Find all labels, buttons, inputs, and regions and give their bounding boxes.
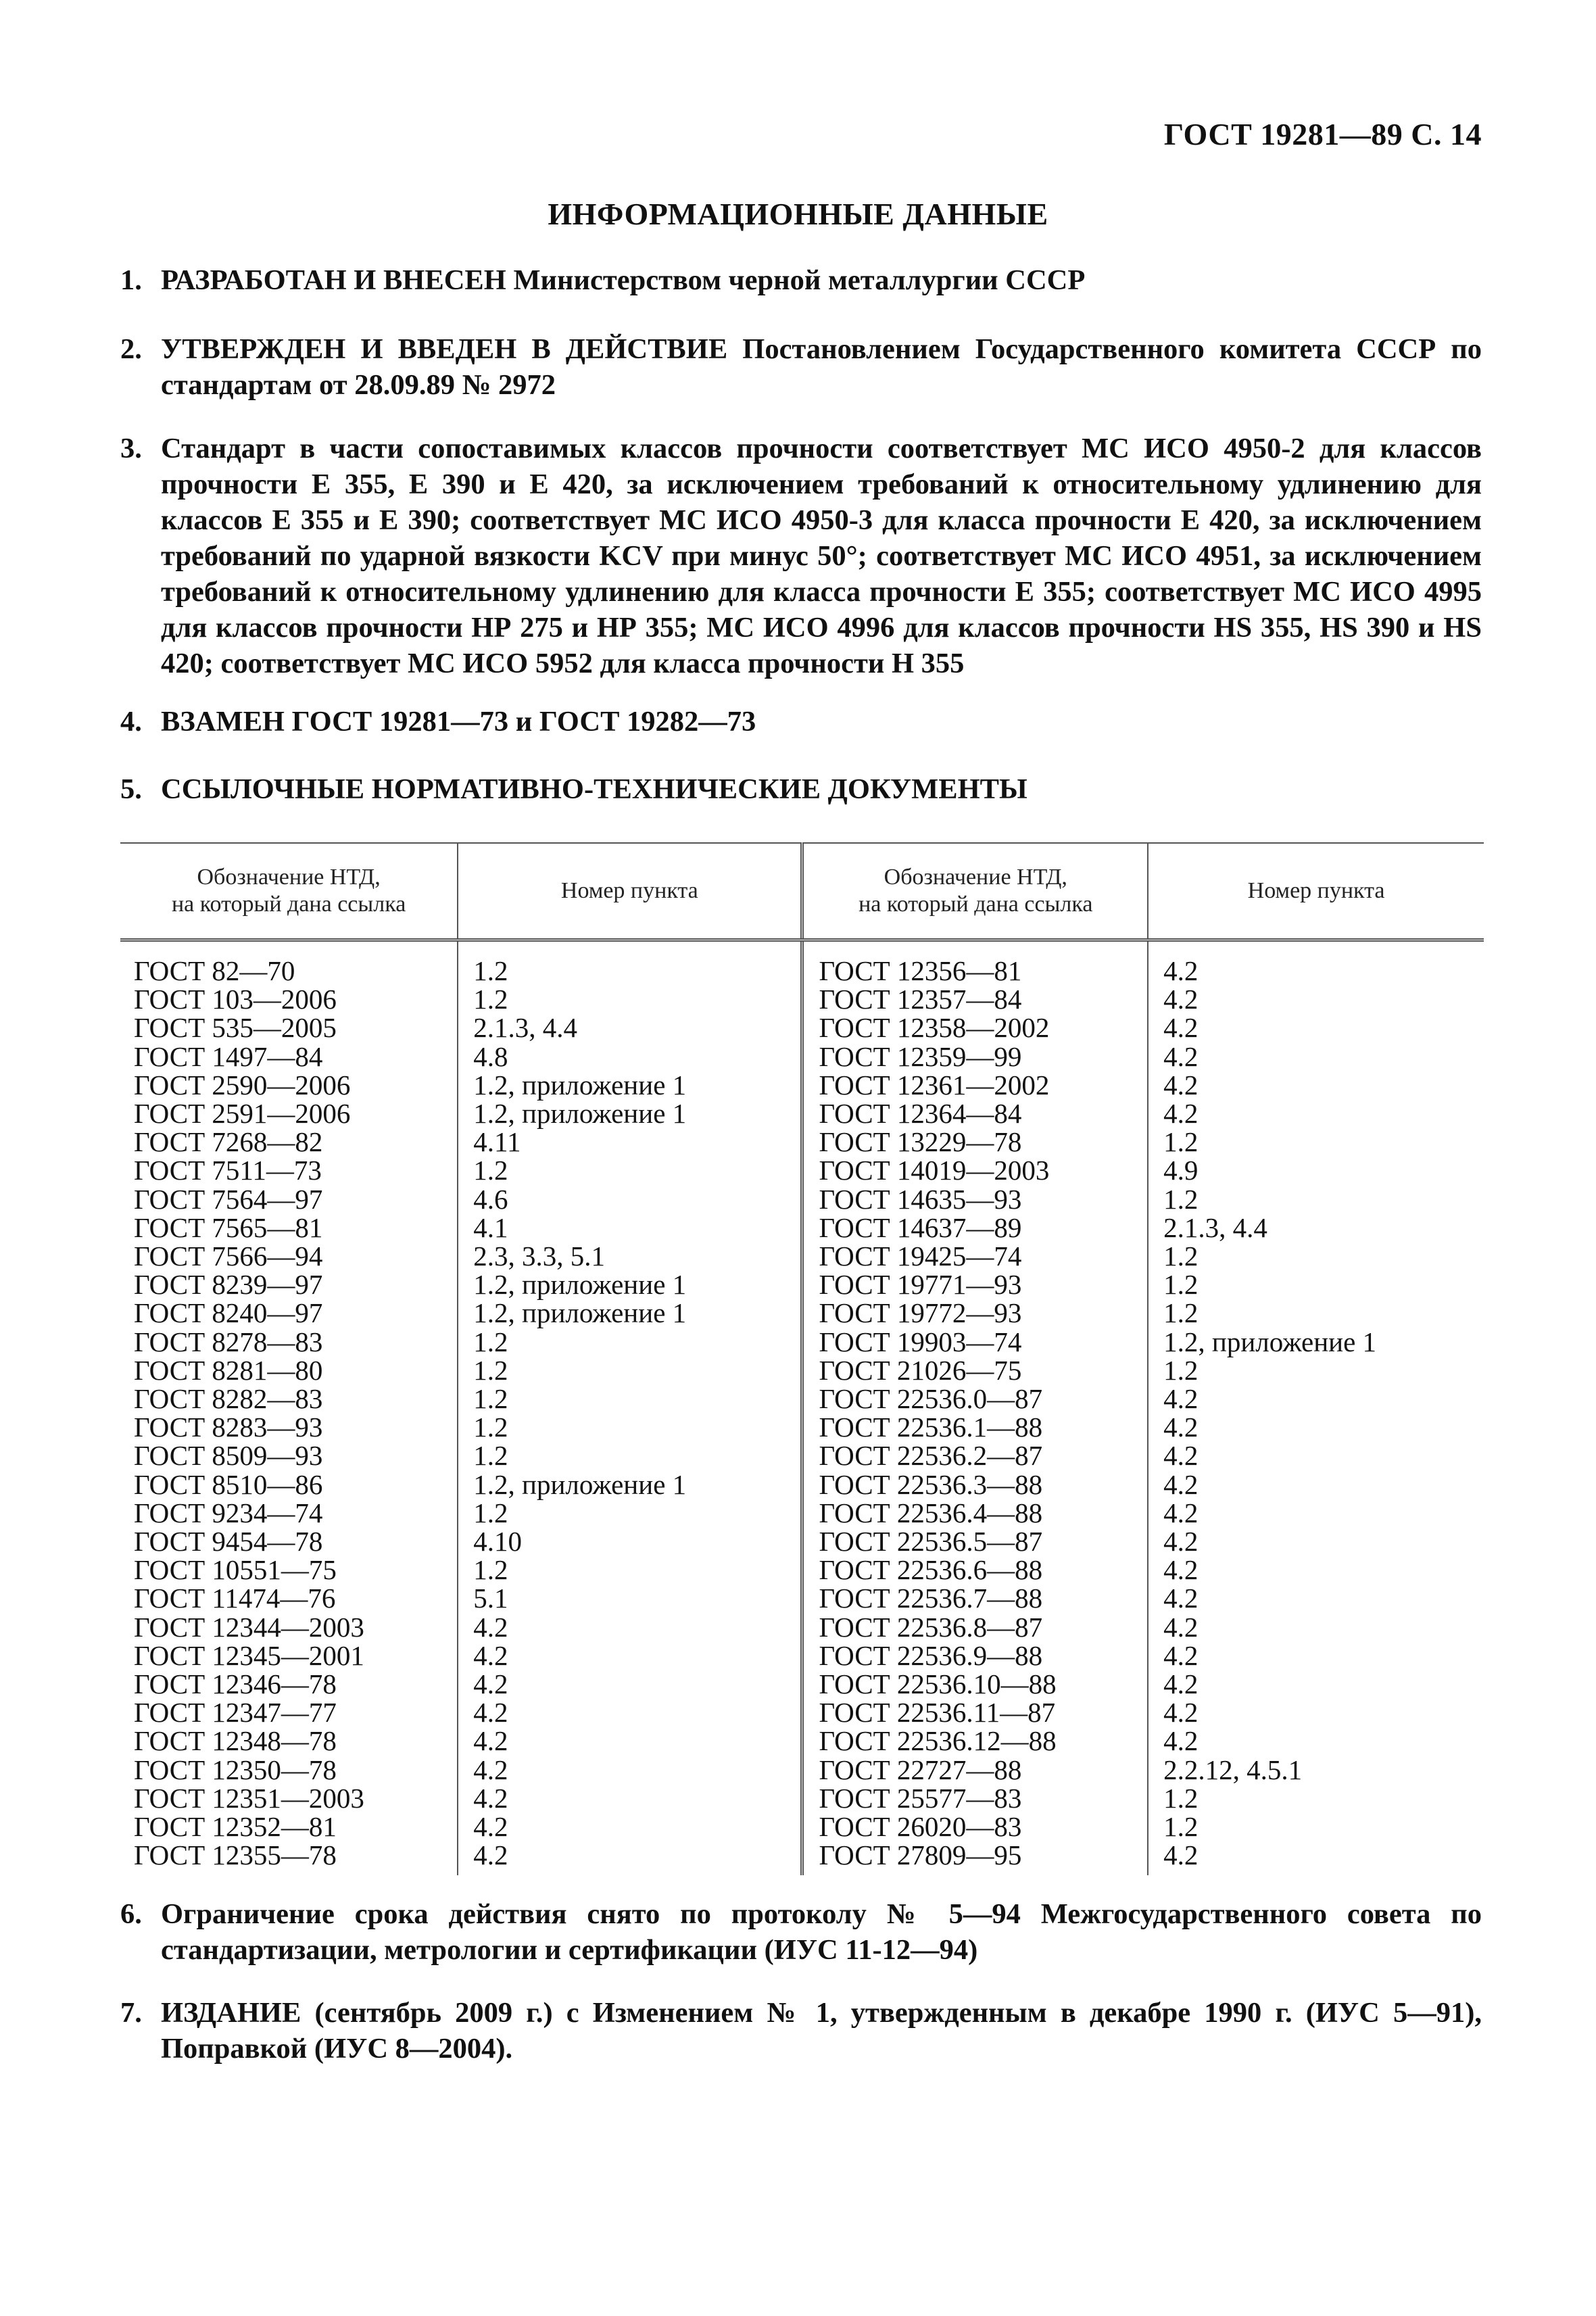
clause-number: 4.2 — [473, 1811, 508, 1843]
ntd-designation: ГОСТ 12364—84 — [819, 1098, 1022, 1130]
clause-number: 1.2, приложение 1 — [473, 1297, 687, 1329]
ntd-designation: ГОСТ 103—2006 — [134, 984, 337, 1015]
clause-number: 1.2 — [1163, 1354, 1199, 1386]
ntd-designation: ГОСТ 7565—81 — [134, 1211, 323, 1243]
clause-number: 4.2 — [473, 1754, 508, 1785]
ntd-designation: ГОСТ 12351—2003 — [134, 1782, 364, 1814]
ntd-designation: ГОСТ 27809—95 — [819, 1839, 1022, 1871]
item-number: 1. — [120, 264, 142, 296]
clause-number: 4.2 — [473, 1639, 508, 1671]
clause-number: 4.2 — [473, 1725, 508, 1757]
clause-number: 4.2 — [1163, 955, 1199, 986]
column-ntd-left — [120, 940, 458, 1875]
ntd-designation: ГОСТ 22536.6—88 — [819, 1554, 1043, 1586]
ntd-designation: ГОСТ 7564—97 — [134, 1183, 323, 1215]
ntd-designation: ГОСТ 535—2005 — [134, 1012, 337, 1044]
clause-number: 1.2 — [473, 984, 508, 1015]
clause-number: 1.2, приложение 1 — [473, 1468, 687, 1500]
ntd-designation: ГОСТ 12358—2002 — [819, 1012, 1050, 1044]
clause-number: 4.2 — [1163, 1611, 1199, 1643]
clause-number: 4.2 — [473, 1782, 508, 1814]
clause-number: 1.2 — [473, 1440, 508, 1472]
ntd-designation: ГОСТ 12352—81 — [134, 1811, 337, 1843]
ntd-designation: ГОСТ 22536.7—88 — [819, 1583, 1043, 1614]
clause-number: 4.2 — [1163, 1554, 1199, 1586]
ntd-designation: ГОСТ 21026—75 — [819, 1354, 1022, 1386]
clause-number: 4.2 — [1163, 984, 1199, 1015]
item-text: Стандарт в части сопоставимых классов прочности соответствует МС ИСО 4950-2 для классов прочности Е 355, Е 390 и Е 420, за исключением требований к относительному удлинению для классов Е 355 и Е 390; соответствует МС ИСО 4950-3 для класса прочности Е 420, за исключением требований по ударной вязкости KCV при минус 50°; соответствует МС ИСО 4951, за исключением требований к относительному удлинению для класса прочности Е 355; соответствует МС ИСО 4995 для классов прочности НР 275 и НР 355; МС ИСО 4996 для классов прочности HS 355, HS 390 и HS 420; соответствует МС ИСО 5952 для класса прочности Н 355 — [161, 433, 1482, 679]
clause-number: 1.2 — [473, 1497, 508, 1528]
clause-number: 2.1.3, 4.4 — [473, 1012, 577, 1044]
clause-number: 1.2 — [473, 1354, 508, 1386]
column-clause-left — [458, 940, 802, 1875]
clause-number: 4.8 — [473, 1040, 508, 1072]
item-text: Постановлением Государственного комитета СССР по стандартам от 28.09.89 № 2972 — [161, 333, 1482, 401]
clause-number: 4.2 — [1163, 1697, 1199, 1729]
ntd-designation: ГОСТ 22536.12—88 — [819, 1725, 1057, 1757]
clause-number: 1.2 — [1163, 1183, 1199, 1215]
clause-number: 4.1 — [473, 1211, 508, 1243]
clause-number: 1.2 — [473, 1554, 508, 1586]
ntd-designation: ГОСТ 8239—97 — [134, 1269, 323, 1301]
ntd-designation: ГОСТ 26020—83 — [819, 1811, 1022, 1843]
ntd-designation: ГОСТ 2591—2006 — [134, 1098, 351, 1130]
ntd-designation: ГОСТ 11474—76 — [134, 1583, 336, 1614]
ntd-designation: ГОСТ 22536.1—88 — [819, 1412, 1043, 1443]
item-text: Министерством черной металлургии СССР — [506, 264, 1086, 296]
ntd-designation: ГОСТ 8278—83 — [134, 1326, 323, 1357]
clause-number: 1.2, приложение 1 — [473, 1069, 687, 1101]
clause-number: 1.2 — [1163, 1782, 1199, 1814]
ntd-designation: ГОСТ 12348—78 — [134, 1725, 337, 1757]
clause-number: 1.2 — [473, 955, 508, 986]
clause-number: 4.2 — [1163, 1069, 1199, 1101]
ntd-designation: ГОСТ 12344—2003 — [134, 1611, 364, 1643]
clause-number: 4.2 — [1163, 1383, 1199, 1415]
ntd-designation: ГОСТ 2590—2006 — [134, 1069, 351, 1101]
ntd-designation: ГОСТ 8282—83 — [134, 1383, 323, 1415]
clause-number: 4.2 — [1163, 1098, 1199, 1130]
references-table — [120, 842, 1484, 1875]
clause-number: 1.2, приложение 1 — [1163, 1326, 1377, 1357]
item-number: 2. — [120, 333, 142, 365]
ntd-designation: ГОСТ 14637—89 — [819, 1211, 1022, 1243]
item-bold-text: ИЗДАНИЕ — [161, 1997, 301, 2029]
clause-number: 4.2 — [1163, 1668, 1199, 1700]
header-ntd-designation-left: Обозначение НТД, на который дана ссылка — [120, 843, 458, 940]
ntd-designation: ГОСТ 19772—93 — [819, 1297, 1022, 1329]
item-bold-text: УТВЕРЖДЕН И ВВЕДЕН В ДЕЙСТВИЕ — [161, 333, 728, 365]
clause-number: 4.9 — [1163, 1155, 1199, 1186]
ntd-designation: ГОСТ 25577—83 — [819, 1782, 1022, 1814]
clause-number: 4.2 — [1163, 1412, 1199, 1443]
item-1 — [120, 262, 1482, 298]
item-text: Ограничение срока действия снято по протоколу № 5—94 Межгосударственного совета по стандартизации, метрологии и сертификации (ИУС 11-12—94) — [161, 1898, 1482, 1966]
clause-number: 1.2 — [1163, 1269, 1199, 1301]
clause-number: 4.2 — [1163, 1012, 1199, 1044]
ntd-designation: ГОСТ 12345—2001 — [134, 1639, 364, 1671]
ntd-designation: ГОСТ 12355—78 — [134, 1839, 337, 1871]
column-clause-right — [1148, 940, 1484, 1875]
ntd-designation: ГОСТ 19425—74 — [819, 1240, 1022, 1272]
ntd-designation: ГОСТ 12347—77 — [134, 1697, 337, 1729]
ntd-designation: ГОСТ 22536.4—88 — [819, 1497, 1043, 1528]
ntd-designation: ГОСТ 12359—99 — [819, 1040, 1022, 1072]
ntd-designation: ГОСТ 8510—86 — [134, 1468, 323, 1500]
ntd-designation: ГОСТ 19903—74 — [819, 1326, 1022, 1357]
clause-number: 1.2 — [473, 1155, 508, 1186]
ntd-designation: ГОСТ 12346—78 — [134, 1668, 337, 1700]
item-text: (сентябрь 2009 г.) с Изменением № 1, утвержденным в декабре 1990 г. (ИУС 5—91), Поправкой (ИУС 8—2004). — [161, 1997, 1482, 2065]
clause-number: 2.1.3, 4.4 — [1163, 1211, 1267, 1243]
ntd-designation: ГОСТ 14635—93 — [819, 1183, 1022, 1215]
document-title: ИНФОРМАЦИОННЫЕ ДАННЫЕ — [548, 197, 1048, 231]
ntd-designation: ГОСТ 22536.0—87 — [819, 1383, 1043, 1415]
clause-number: 4.2 — [1163, 1725, 1199, 1757]
column-ntd-right — [802, 940, 1148, 1875]
ntd-designation: ГОСТ 22536.2—87 — [819, 1440, 1043, 1472]
ntd-designation: ГОСТ 12357—84 — [819, 984, 1022, 1015]
ntd-designation: ГОСТ 12350—78 — [134, 1754, 337, 1785]
ntd-designation: ГОСТ 8240—97 — [134, 1297, 323, 1329]
item-number: 3. — [120, 433, 142, 464]
clause-number: 1.2 — [1163, 1811, 1199, 1843]
ntd-designation: ГОСТ 7511—73 — [134, 1155, 322, 1186]
clause-number: 5.1 — [473, 1583, 508, 1614]
item-number: 4. — [120, 706, 142, 738]
ntd-designation: ГОСТ 22727—88 — [819, 1754, 1022, 1785]
clause-number: 4.2 — [1163, 1040, 1199, 1072]
header-clause-number-left: Номер пункта — [458, 843, 802, 940]
header-ntd-designation-right: Обозначение НТД, на который дана ссылка — [802, 843, 1148, 940]
clause-number: 1.2 — [1163, 1297, 1199, 1329]
clause-number: 4.2 — [473, 1839, 508, 1871]
ntd-designation: ГОСТ 8509—93 — [134, 1440, 323, 1472]
ntd-designation: ГОСТ 12361—2002 — [819, 1069, 1050, 1101]
item-7 — [120, 1995, 1482, 2067]
page-header: ГОСТ 19281—89 С. 14 — [1163, 117, 1482, 151]
item-bold-text: РАЗРАБОТАН И ВНЕСЕН — [161, 264, 506, 296]
ntd-designation: ГОСТ 82—70 — [134, 955, 295, 986]
header-clause-number-right: Номер пункта — [1148, 843, 1484, 940]
item-bold-text: ССЫЛОЧНЫЕ НОРМАТИВНО-ТЕХНИЧЕСКИЕ ДОКУМЕНТЫ — [161, 773, 1027, 805]
clause-number: 1.2 — [1163, 1126, 1199, 1158]
ntd-designation: ГОСТ 9454—78 — [134, 1526, 323, 1558]
ntd-designation: ГОСТ 22536.3—88 — [819, 1468, 1043, 1500]
clause-number: 2.2.12, 4.5.1 — [1163, 1754, 1303, 1785]
ntd-designation: ГОСТ 13229—78 — [819, 1126, 1022, 1158]
ntd-designation: ГОСТ 12356—81 — [819, 955, 1022, 986]
clause-number: 4.2 — [1163, 1497, 1199, 1528]
ntd-designation: ГОСТ 8283—93 — [134, 1412, 323, 1443]
ntd-designation: ГОСТ 8281—80 — [134, 1354, 323, 1386]
ntd-designation: ГОСТ 22536.10—88 — [819, 1668, 1057, 1700]
clause-number: 4.2 — [473, 1668, 508, 1700]
clause-number: 4.2 — [1163, 1526, 1199, 1558]
clause-number: 4.2 — [1163, 1839, 1199, 1871]
clause-number: 4.10 — [473, 1526, 522, 1558]
clause-number: 4.11 — [473, 1126, 521, 1158]
clause-number: 1.2 — [473, 1412, 508, 1443]
ntd-designation: ГОСТ 22536.5—87 — [819, 1526, 1043, 1558]
ntd-designation: ГОСТ 1497—84 — [134, 1040, 323, 1072]
ntd-designation: ГОСТ 14019—2003 — [819, 1155, 1050, 1186]
clause-number: 4.2 — [1163, 1639, 1199, 1671]
clause-number: 1.2 — [473, 1326, 508, 1357]
clause-number: 4.2 — [1163, 1468, 1199, 1500]
ntd-designation: ГОСТ 10551—75 — [134, 1554, 337, 1586]
item-2 — [120, 331, 1482, 403]
ntd-designation: ГОСТ 22536.11—87 — [819, 1697, 1056, 1729]
item-6 — [120, 1896, 1482, 1968]
clause-number: 1.2 — [1163, 1240, 1199, 1272]
clause-number: 4.2 — [473, 1697, 508, 1729]
clause-number: 4.2 — [473, 1611, 508, 1643]
ntd-designation: ГОСТ 9234—74 — [134, 1497, 323, 1528]
ntd-designation: ГОСТ 19771—93 — [819, 1269, 1022, 1301]
clause-number: 2.3, 3.3, 5.1 — [473, 1240, 605, 1272]
ntd-designation: ГОСТ 22536.8—87 — [819, 1611, 1043, 1643]
ntd-designation: ГОСТ 7566—94 — [134, 1240, 323, 1272]
ntd-designation: ГОСТ 7268—82 — [134, 1126, 323, 1158]
item-number: 5. — [120, 773, 142, 805]
item-number: 7. — [120, 1997, 142, 2029]
item-bold-text: ВЗАМЕН ГОСТ 19281—73 и ГОСТ 19282—73 — [161, 706, 756, 738]
item-4 — [120, 704, 1482, 740]
clause-number: 1.2, приложение 1 — [473, 1269, 687, 1301]
ntd-designation: ГОСТ 22536.9—88 — [819, 1639, 1043, 1671]
clause-number: 1.2, приложение 1 — [473, 1098, 687, 1130]
clause-number: 4.2 — [1163, 1583, 1199, 1614]
clause-number: 1.2 — [473, 1383, 508, 1415]
item-number: 6. — [120, 1898, 142, 1930]
clause-number: 4.2 — [1163, 1440, 1199, 1472]
clause-number: 4.6 — [473, 1183, 508, 1215]
item-5 — [120, 771, 1482, 807]
item-3 — [120, 431, 1482, 681]
